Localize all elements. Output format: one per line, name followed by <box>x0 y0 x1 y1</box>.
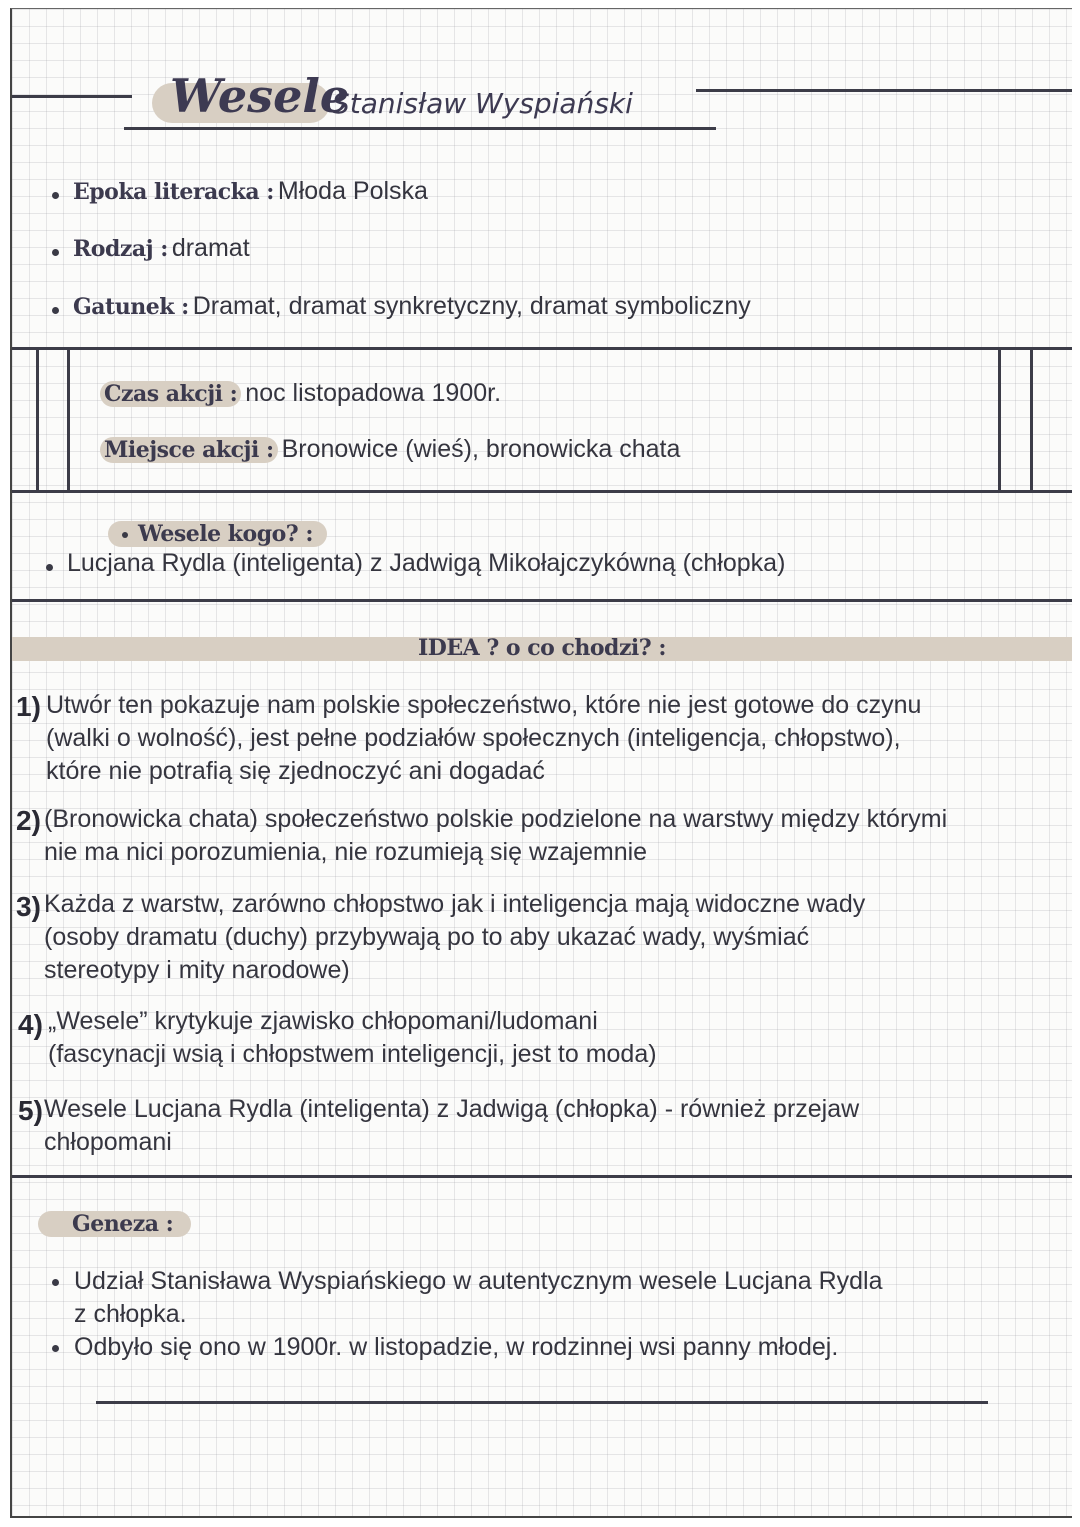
title-underline <box>124 127 716 130</box>
setting-bar <box>1030 349 1033 493</box>
bullet <box>46 564 53 571</box>
header-rule-right <box>696 89 1072 92</box>
idea-line: Wesele Lucjana Rydla (inteligenta) z Jadwigą (chłopka) - również przejaw <box>44 1095 860 1123</box>
idea-line: stereotypy i mity narodowe) <box>44 956 350 984</box>
setting-bar <box>998 349 1001 493</box>
wedding-value: Lucjana Rydla (inteligenta) z Jadwigą Mikołajczykówną (chłopka) <box>67 549 786 577</box>
page-title: Wesele <box>170 69 350 123</box>
setting-rule-bottom <box>12 490 1072 493</box>
idea-point <box>44 1093 859 1159</box>
section-rule <box>12 1175 1072 1178</box>
genesis-item <box>52 1265 883 1331</box>
info-value: dramat <box>171 234 250 262</box>
setting-bar <box>67 349 70 493</box>
author: Stanisław Wyspiański <box>332 87 633 120</box>
idea-line: chłopomani <box>44 1128 172 1156</box>
idea-heading: IDEA ? o co chodzi? : <box>418 635 666 661</box>
idea-line: „Wesele” krytykuje zjawisko chłopomani/ludomani <box>48 1007 598 1035</box>
setting-label: Miejsce akcji : <box>100 437 278 463</box>
genesis-text <box>74 1265 883 1331</box>
idea-point <box>44 803 947 869</box>
genesis-line: Odbyło się ono w 1900r. w listopadzie, w rodzinnej wsi panny młodej. <box>74 1333 839 1361</box>
idea-number: 1) <box>16 691 41 722</box>
bullet <box>52 1345 59 1352</box>
closing-rule <box>96 1401 988 1404</box>
wedding-row <box>46 549 785 578</box>
idea-line: (Bronowicka chata) społeczeństwo polskie podzielone na warstwy między którymi <box>44 805 948 833</box>
info-value: Młoda Polska <box>277 177 428 205</box>
idea-number: 5) <box>18 1095 43 1126</box>
bullet <box>52 1279 59 1286</box>
genesis-line: Udział Stanisława Wyspiańskiego w autentycznym wesele Lucjana Rydla <box>74 1267 883 1295</box>
idea-point <box>46 689 921 788</box>
info-label: Gatunek : <box>73 294 189 320</box>
idea-line: które nie potrafią się zjednoczyć ani dogadać <box>46 757 545 785</box>
idea-point <box>48 1005 657 1071</box>
idea-line: (walki o wolność), jest pełne podziałów społecznych (inteligencja, chłopstwo), <box>46 724 901 752</box>
info-label: Rodzaj : <box>73 236 168 262</box>
idea-line: (osoby dramatu (duchy) przybywają po to aby ukazać wady, wyśmiać <box>44 923 810 951</box>
bullet <box>122 532 128 538</box>
wedding-label-text: Wesele kogo? : <box>138 521 313 547</box>
setting-value: noc listopadowa 1900r. <box>245 379 502 407</box>
wedding-heading <box>108 521 327 547</box>
idea-line: Każda z warstw, zarówno chłopstwo jak i inteligencja mają widoczne wady <box>44 890 866 918</box>
setting-value: Bronowice (wieś), bronowicka chata <box>281 435 681 463</box>
idea-line: (fascynacji wsią i chłopstwem inteligencji, jest to moda) <box>48 1040 657 1068</box>
setting-rule-top <box>12 347 1072 350</box>
header-rule-left <box>12 95 132 98</box>
info-label: Epoka literacka : <box>73 179 274 205</box>
info-row <box>52 234 250 263</box>
wedding-label <box>108 521 327 547</box>
setting-label: Czas akcji : <box>100 381 241 407</box>
info-value: Dramat, dramat synkretyczny, dramat symboliczny <box>192 292 751 320</box>
bullet <box>52 249 59 256</box>
setting-row <box>100 435 680 464</box>
idea-point <box>44 888 865 987</box>
genesis-text <box>74 1331 838 1364</box>
idea-line: nie ma nici porozumienia, nie rozumieją się wzajemnie <box>44 838 648 866</box>
section-rule <box>12 599 1072 602</box>
bullet <box>52 192 59 199</box>
genesis-item <box>52 1331 839 1364</box>
setting-bar <box>36 349 39 493</box>
genesis-line: z chłopka. <box>74 1300 187 1328</box>
info-row <box>52 177 428 206</box>
info-row <box>52 292 751 321</box>
genesis-heading: Geneza : <box>38 1211 191 1237</box>
idea-number: 4) <box>18 1009 43 1040</box>
genesis-heading-row <box>38 1211 191 1237</box>
idea-line: Utwór ten pokazuje nam polskie społeczeństwo, które nie jest gotowe do czynu <box>46 691 922 719</box>
note-page <box>10 8 1072 1518</box>
bullet <box>52 307 59 314</box>
setting-row <box>100 379 501 408</box>
idea-number: 3) <box>16 891 41 922</box>
idea-number: 2) <box>16 805 41 836</box>
